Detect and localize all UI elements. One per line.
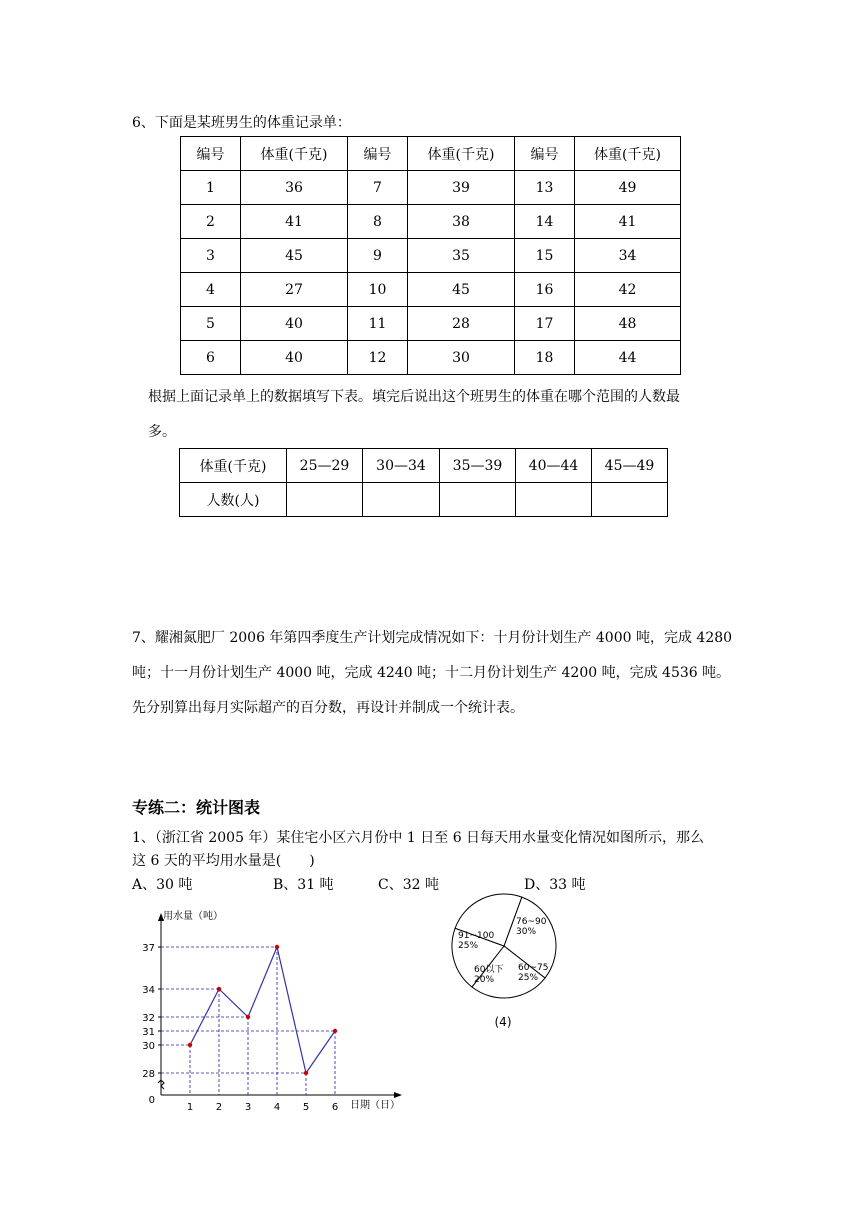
table-cell: 人数(人) [180,483,287,517]
table-cell: 编号 [181,137,241,171]
table-cell: 34 [575,239,681,273]
y-axis-label: 用水量（吨） [163,911,223,922]
table-cell: 45 [408,273,515,307]
table-cell: 10 [348,273,408,307]
table-row [181,205,681,239]
data-point [217,987,221,991]
table-cell: 14 [515,205,575,239]
x-tick-label: 5 [302,1102,310,1113]
pie-slice-label: 60以下 [474,965,504,975]
s2-q1-line2: 这 6 天的平均用水量是( ) [132,853,315,869]
table-cell: 48 [575,307,681,341]
pie-slice-percent: 25% [458,941,479,951]
pie-slice-label: 76~90 [516,917,547,927]
table-row [181,239,681,273]
table-cell: 39 [408,171,515,205]
table-cell: 5 [181,307,241,341]
table-cell: 49 [575,171,681,205]
table-cell: 3 [181,239,241,273]
y-tick-label: 31 [142,1027,155,1038]
table-cell: 体重(千克) [180,449,287,483]
table-cell: 27 [241,273,348,307]
table-cell: 12 [348,341,408,375]
q7-line2: 吨；十一月份计划生产 4000 吨，完成 4240 吨；十二月份计划生产 4200 吨，完成 4536 吨。 [132,665,731,681]
data-point [333,1029,337,1033]
table-cell: 8 [348,205,408,239]
table-cell: 38 [408,205,515,239]
pie-caption: (4) [494,1015,512,1029]
table-cell: 体重(千克) [408,137,515,171]
table-cell: 45—49 [592,449,668,483]
table-cell: 16 [515,273,575,307]
x-tick-label: 2 [215,1102,223,1113]
table-cell: 40 [241,307,348,341]
table-row [181,171,681,205]
y-tick-label: 28 [142,1069,155,1080]
table-cell [516,483,592,517]
table-row [181,273,681,307]
s2-q1-line1: 1、（浙江省 2005 年）某住宅小区六月份中 1 日至 6 日每天用水量变化情况如图所示，那么 [132,830,705,846]
pie-slice-label: 60~75 [518,963,549,973]
y-tick-label: 37 [142,943,155,954]
table-cell: 40 [241,341,348,375]
q6-title: 6、下面是某班男生的体重记录单： [132,115,351,131]
table-cell: 25—29 [287,449,363,483]
data-point [246,1015,250,1019]
q6-instruction-line2: 多。 [148,424,176,440]
table-cell: 30 [408,341,515,375]
table-cell: 体重(千克) [241,137,348,171]
table-cell: 40—44 [516,449,592,483]
table-cell: 编号 [515,137,575,171]
table-cell: 41 [241,205,348,239]
q6-instruction-line1: 根据上面记录单上的数据填写下表。填完后说出这个班男生的体重在哪个范围的人数最 [148,389,680,405]
option-c: C、32 吨 [378,877,439,893]
q7-line3: 先分别算出每月实际超产的百分数，再设计并制成一个统计表。 [132,700,524,716]
x-axis-label: 日期（日） [350,1100,400,1111]
table-cell: 45 [241,239,348,273]
table-cell: 35 [408,239,515,273]
table-row [181,341,681,375]
table-row [180,483,668,517]
x-axis-arrow [394,1092,402,1098]
table-cell: 2 [181,205,241,239]
data-point [304,1071,308,1075]
table-cell: 7 [348,171,408,205]
table-cell: 17 [515,307,575,341]
table-cell: 42 [575,273,681,307]
table-cell: 13 [515,171,575,205]
weight-frequency-table [179,448,668,517]
table-cell: 44 [575,341,681,375]
weight-record-table [180,136,681,375]
table-cell: 15 [515,239,575,273]
data-point [188,1043,192,1047]
table-cell: 体重(千克) [575,137,681,171]
table-cell: 41 [575,205,681,239]
table-cell [287,483,363,517]
table-cell: 9 [348,239,408,273]
pie-chart [450,890,560,1029]
x-tick-label: 6 [331,1102,339,1113]
table-cell: 36 [241,171,348,205]
y-tick-label: 34 [142,985,155,996]
table-cell: 4 [181,273,241,307]
table-cell [363,483,440,517]
table-cell: 35—39 [440,449,516,483]
x-tick-label: 1 [186,1102,194,1113]
pie-slice-percent: 20% [474,975,495,985]
water-usage-line-chart [128,905,418,1120]
table-cell: 28 [408,307,515,341]
table-row [181,307,681,341]
option-d: D、33 吨 [524,877,586,893]
table-cell: 1 [181,171,241,205]
table-cell [592,483,668,517]
table-header-row [181,137,681,171]
option-a: A、30 吨 [132,877,193,893]
section-heading: 专练二：统计图表 [132,798,261,817]
x-tick-label: 4 [273,1102,281,1113]
table-cell: 30—34 [363,449,440,483]
pie-slice-label: 91~100 [458,931,495,941]
table-header-row [180,449,668,483]
data-point [275,945,279,949]
series-line [190,947,335,1073]
pie-slice-percent: 30% [516,927,537,937]
table-cell: 6 [181,341,241,375]
pie-slice-percent: 25% [518,973,539,983]
y-tick-label: 30 [142,1041,155,1052]
x-tick-label: 3 [244,1102,252,1113]
y-tick-label: 32 [142,1013,155,1024]
table-cell: 编号 [348,137,408,171]
table-cell: 11 [348,307,408,341]
table-cell: 18 [515,341,575,375]
y-tick-label: 0 [148,1095,155,1106]
table-cell [440,483,516,517]
option-b: B、31 吨 [273,877,334,893]
q7-line1: 7、耀湘氮肥厂 2006 年第四季度生产计划完成情况如下：十月份计划生产 4000 吨，完成 4280 [132,630,733,646]
